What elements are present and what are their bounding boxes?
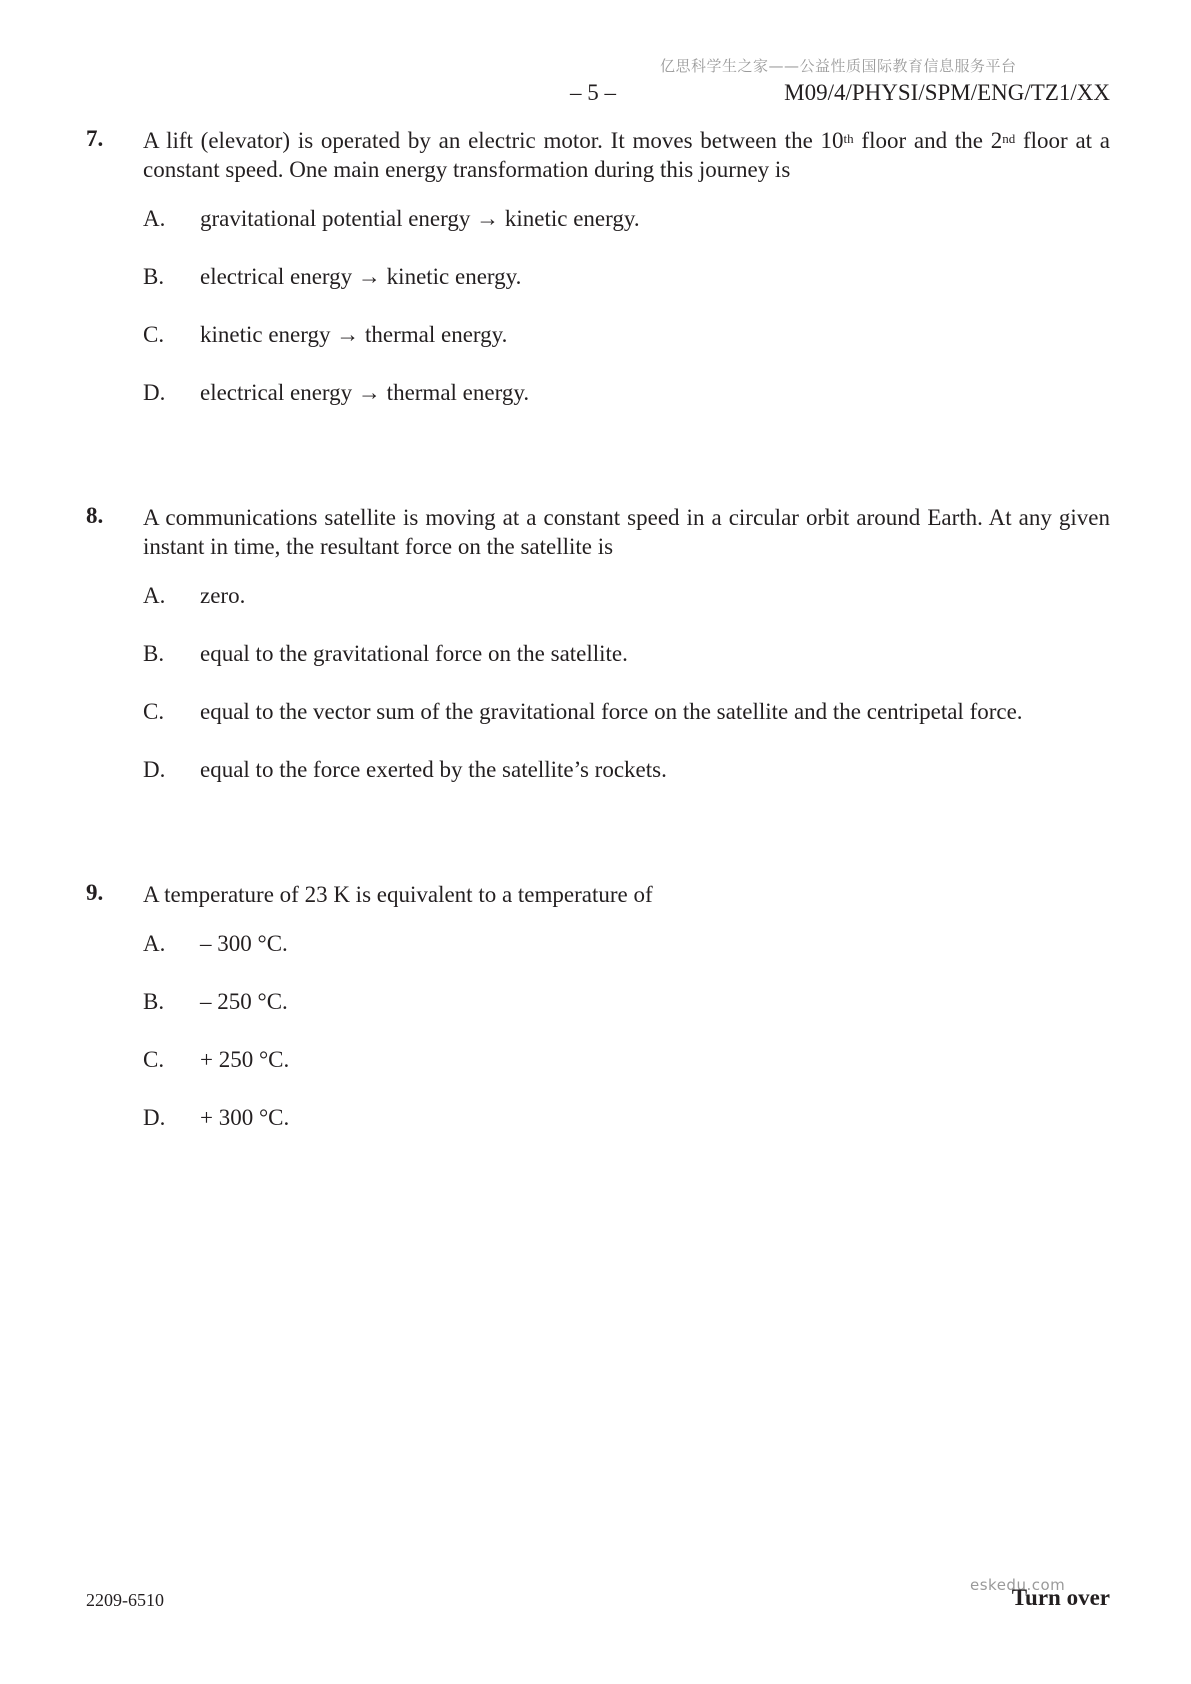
- question-number: 7.: [86, 126, 104, 151]
- question-stem: [143, 126, 1110, 184]
- stem-text: floor at a constant speed. One main energy transformation during this journey is: [143, 128, 1111, 182]
- question-stem: A temperature of 23 K is equivalent to a temperature of: [143, 882, 653, 907]
- option-text: equal to the force exerted by the satellite’s rockets.: [200, 757, 667, 782]
- option-letter: A.: [143, 931, 166, 956]
- option-letter: A.: [143, 583, 166, 608]
- footer-code: 2209-6510: [86, 1590, 164, 1610]
- question-number: 9.: [86, 880, 104, 905]
- site-watermark: eskedu.com: [970, 1576, 1066, 1594]
- option-text: – 250 °C.: [200, 989, 288, 1014]
- option-text: equal to the gravitational force on the satellite.: [200, 641, 628, 666]
- option-text: electrical energy → kinetic energy.: [200, 264, 522, 289]
- watermark-text: 亿思科学生之家——公益性质国际教育信息服务平台: [660, 57, 1017, 75]
- option-text: equal to the vector sum of the gravitational force on the satellite and the centripetal force.: [200, 699, 1023, 724]
- question-8: [86, 503, 1110, 813]
- stem-text: floor and the 2: [853, 128, 1003, 153]
- question-number: 8.: [86, 503, 104, 528]
- option-letter: B.: [143, 989, 165, 1014]
- page-number: – 5 –: [570, 80, 616, 105]
- option-d[interactable]: [143, 378, 1110, 436]
- option-letter: B.: [143, 264, 165, 289]
- option-letter: C.: [143, 322, 165, 347]
- option-letter: A.: [143, 206, 166, 231]
- option-c[interactable]: [143, 697, 1110, 755]
- option-letter: C.: [143, 1047, 165, 1072]
- option-text: gravitational potential energy → kinetic energy.: [200, 206, 640, 231]
- paper-code: M09/4/PHYSI/SPM/ENG/TZ1/XX: [784, 80, 1110, 105]
- answer-options: [143, 929, 1110, 1161]
- option-letter: D.: [143, 1105, 166, 1130]
- option-c[interactable]: [143, 1045, 1110, 1103]
- question-9: [86, 880, 1110, 1161]
- option-a[interactable]: [143, 204, 1110, 262]
- question-7: [86, 126, 1110, 436]
- option-letter: D.: [143, 380, 166, 405]
- answer-options: [143, 581, 1110, 813]
- question-stem: A communications satellite is moving at a constant speed in a circular orbit around Earth. At any given instant in time, the resultant force on the satellite is: [143, 505, 1110, 559]
- stem-text: A lift (elevator) is operated by an electric motor. It moves between the 10: [143, 128, 844, 153]
- option-text: + 300 °C.: [200, 1105, 290, 1130]
- option-a[interactable]: [143, 581, 1110, 639]
- option-text: zero.: [200, 583, 246, 608]
- option-b[interactable]: [143, 262, 1110, 320]
- option-letter: C.: [143, 699, 165, 724]
- option-text: kinetic energy → thermal energy.: [200, 322, 508, 347]
- option-text: electrical energy → thermal energy.: [200, 380, 530, 405]
- option-d[interactable]: [143, 755, 1110, 813]
- ordinal-suffix: th: [843, 131, 854, 146]
- option-c[interactable]: [143, 320, 1110, 378]
- answer-options: [143, 204, 1110, 436]
- option-text: + 250 °C.: [200, 1047, 290, 1072]
- option-a[interactable]: [143, 929, 1110, 987]
- option-text: – 300 °C.: [200, 931, 288, 956]
- option-d[interactable]: [143, 1103, 1110, 1161]
- option-b[interactable]: [143, 987, 1110, 1045]
- option-letter: B.: [143, 641, 165, 666]
- option-letter: D.: [143, 757, 166, 782]
- turn-over-label: Turn over: [1011, 1585, 1110, 1610]
- ordinal-suffix: nd: [1002, 131, 1016, 146]
- option-b[interactable]: [143, 639, 1110, 697]
